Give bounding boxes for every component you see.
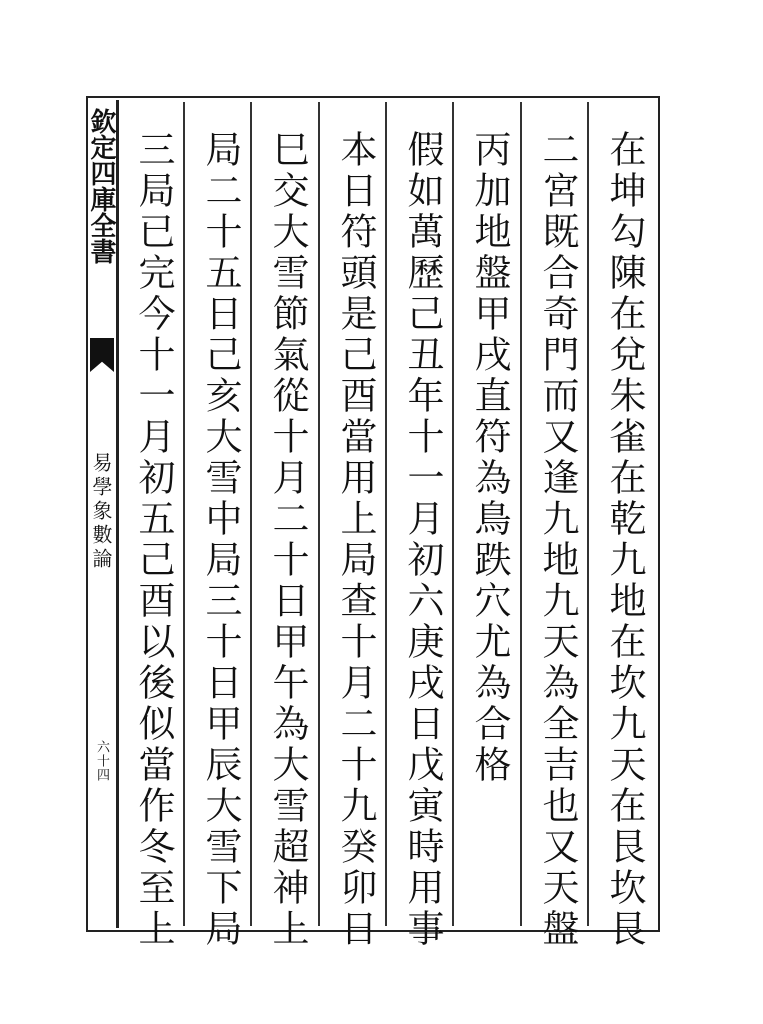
column-rule — [318, 102, 320, 926]
text-column-2: 二宮既合奇門而又逢九地九天為全吉也又天盤 — [536, 130, 579, 950]
collection-title: 欽定四庫全書 — [86, 108, 116, 264]
text-column-4: 假如萬歷己丑年十一月初六庚戌日戊寅時用事 — [401, 130, 444, 950]
column-rule — [452, 102, 454, 926]
book-title: 易學象數論 — [89, 452, 113, 572]
column-rule — [250, 102, 252, 926]
page-number: 六十四 — [94, 740, 109, 782]
text-column-7: 局二十五日己亥大雪中局三十日甲辰大雪下局 — [199, 130, 242, 950]
column-rule — [520, 102, 522, 926]
column-rule — [385, 102, 387, 926]
text-column-5: 本日符頭是己酉當用上局查十月二十九癸卯日 — [334, 130, 377, 950]
text-column-1: 在坤勾陳在兌朱雀在乾九地在坎九天在艮坎艮 — [603, 130, 646, 950]
text-column-8: 三局已完今十一月初五己酉以後似當作冬至上 — [132, 130, 175, 950]
text-column-3: 丙加地盤甲戌直符為鳥跌穴尤為合格 — [468, 130, 511, 786]
column-rule — [183, 102, 185, 926]
column-rule — [587, 102, 589, 926]
text-column-6: 巳交大雪節氣從十月二十日甲午為大雪超神上 — [266, 130, 309, 950]
